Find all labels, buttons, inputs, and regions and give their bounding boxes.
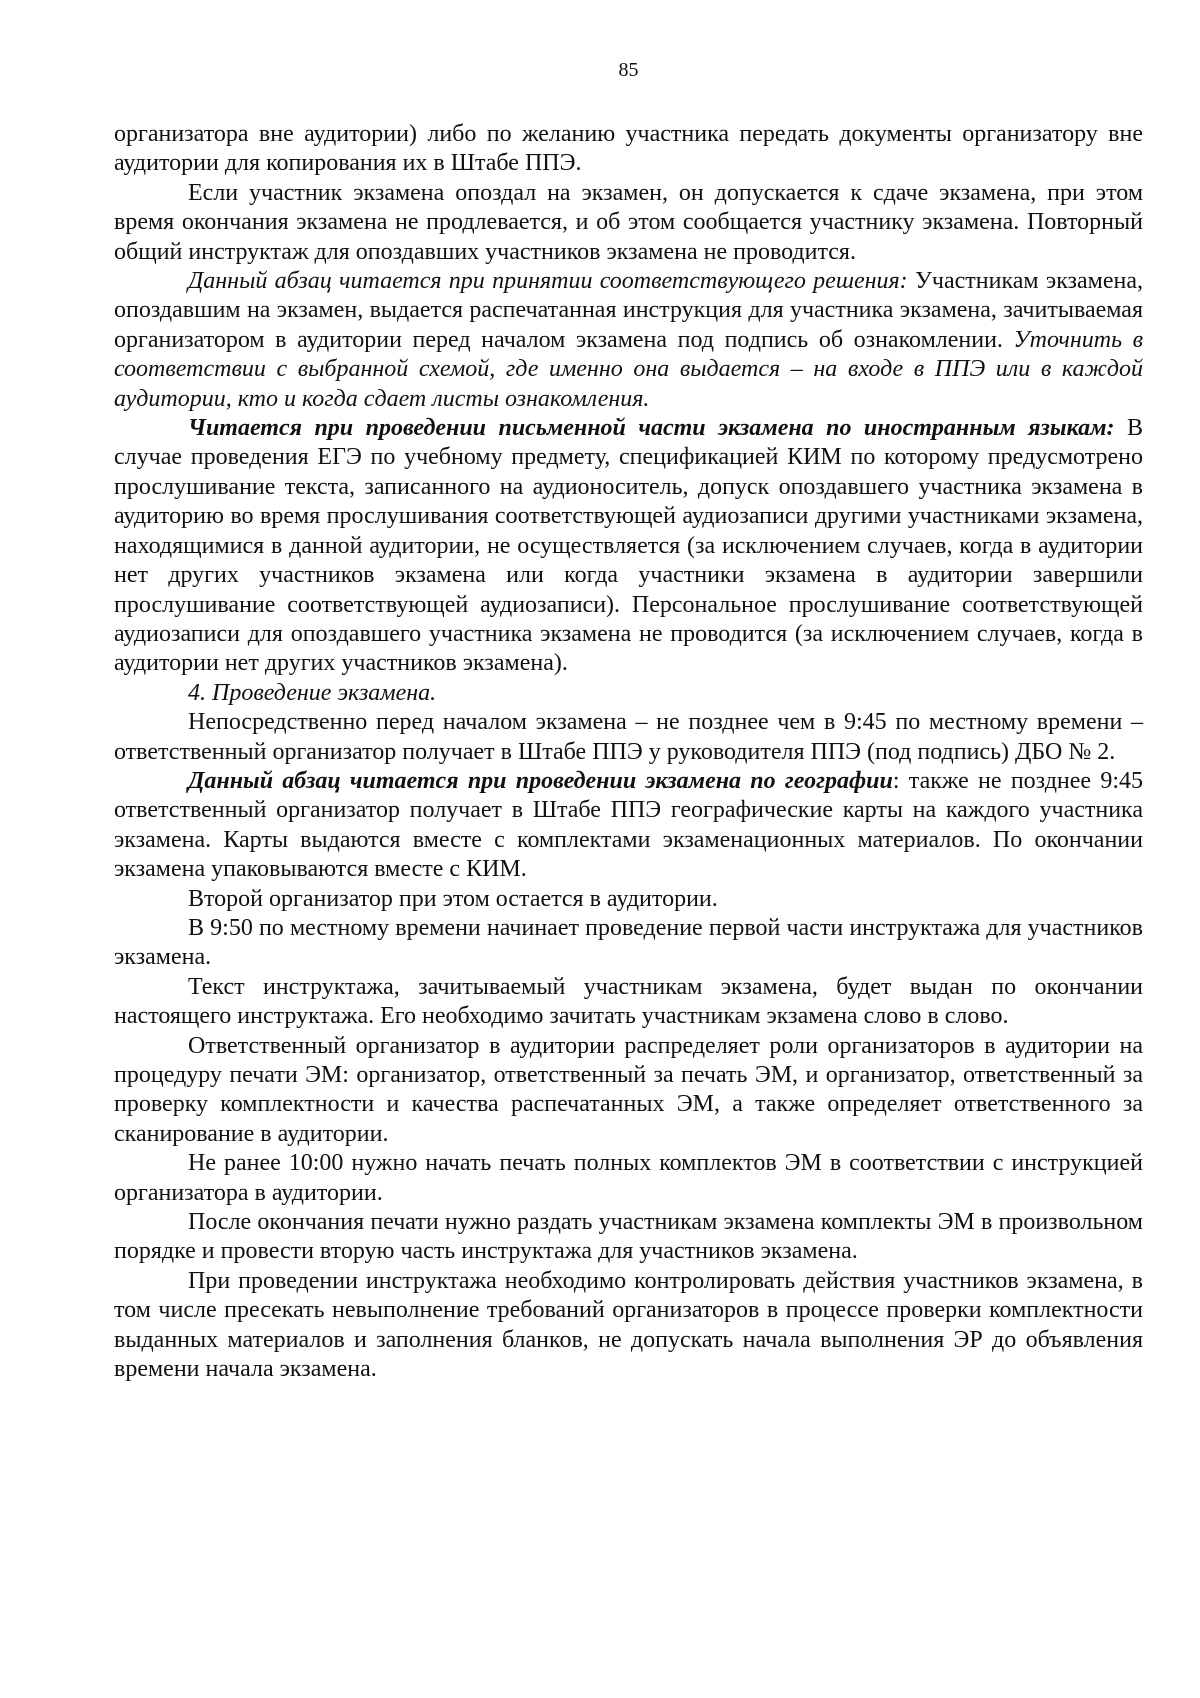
paragraph-text: Текст инструктажа, зачитываемый участникам экзамена, будет выдан по окончании настоящего инструктажа. Его необходимо зачитать участникам экзамена слово в слово. bbox=[114, 973, 1143, 1030]
paragraph-control bbox=[114, 1267, 1143, 1385]
paragraph-late-arrival bbox=[114, 179, 1143, 267]
bold-italic-note: Читается при проведении письменной части экзамена по иностранным языкам: bbox=[188, 415, 1115, 442]
paragraph-text: Ответственный организатор в аудитории распределяет роли организаторов в аудитории на процедуру печати ЭМ: организатор, ответственный за печать ЭМ, и организатор, ответственный за проверку комплектности и качества распечатанных ЭМ, а также определяет ответственного за сканирование в аудитории. bbox=[114, 1032, 1143, 1147]
section-heading bbox=[114, 679, 1143, 708]
paragraph-text: Непосредственно перед началом экзамена – не позднее чем в 9:45 по местному времени – ответственный организатор получает в Штабе ППЭ у руководителя ППЭ (под подпись) ДБО № 2. bbox=[114, 709, 1143, 765]
paragraph-roles bbox=[114, 1032, 1143, 1150]
paragraph-distribution bbox=[114, 1208, 1143, 1267]
paragraph-text: Если участник экзамена опоздал на экзамен, он допускается к сдаче экзамена, при этом время окончания экзамена не продлевается, и об этом сообщается участнику экзамена. Повторный общий инструктаж для опоздавших участников экзамена не проводится. bbox=[114, 179, 1143, 265]
paragraph-text: Второй организатор при этом остается в аудитории. bbox=[188, 885, 718, 912]
paragraph-printing bbox=[114, 1149, 1143, 1208]
paragraph-late-instruction bbox=[114, 267, 1143, 414]
paragraph-text: организатора вне аудитории) либо по желанию участника передать документы организатору вне аудитории для копирования их в Штабе ППЭ. bbox=[114, 121, 1143, 177]
paragraph-dbo bbox=[114, 708, 1143, 767]
paragraph-text: Участникам экзамена, опоздавшим на экзамен, выдается распечатанная инструкция для участника экзамена, зачитываемая организатором в аудитории перед началом экзамена под подпись об ознакомлении. bbox=[114, 268, 1143, 353]
paragraph-briefing-text bbox=[114, 973, 1143, 1032]
paragraph-continuation bbox=[114, 120, 1143, 179]
page-number: 85 bbox=[618, 59, 639, 81]
paragraph-text: После окончания печати нужно раздать участникам экзамена комплекты ЭМ в произвольном порядке и провести вторую часть инструктажа для участников экзамена. bbox=[114, 1209, 1143, 1265]
paragraph-foreign-languages bbox=[114, 414, 1143, 679]
paragraph-text: При проведении инструктажа необходимо контролировать действия участников экзамена, в том числе пресекать невыполнение требований организаторов в процессе проверки комплектности выданных материалов и заполнения бланков, не допускать начала выполнения ЭР до объявления времени начала экзамена. bbox=[114, 1267, 1143, 1383]
paragraph-text: : также не позднее 9:45 ответственный организатор получает в Штабе ППЭ географические карты на каждого участника экзамена. Карты выдаются вместе с комплектами экзаменационных материалов. По окончании экзамена упаковываются вместе с КИМ. bbox=[114, 767, 1143, 883]
bold-italic-note: Данный абзац читается при проведении экзамена по географии bbox=[188, 767, 893, 794]
paragraph-text: Не ранее 10:00 нужно начать печать полных комплектов ЭМ в соответствии с инструкцией организатора в аудитории. bbox=[114, 1150, 1143, 1206]
italic-note: Уточнить в соответствии с выбранной схемой, где именно она выдается – на входе в ППЭ или в каждой аудитории, кто и когда сдает листы ознакомления. bbox=[114, 326, 1143, 412]
paragraph-first-briefing bbox=[114, 914, 1143, 973]
paragraph-second-organizer bbox=[114, 885, 1143, 914]
paragraph-geography bbox=[114, 767, 1143, 885]
italic-note: Данный абзац читается при принятии соответствующего решения: bbox=[188, 268, 908, 295]
section-heading-text: 4. Проведение экзамена. bbox=[188, 679, 437, 706]
paragraph-text: В случае проведения ЕГЭ по учебному предмету, спецификацией КИМ по которому предусмотрено прослушивание текста, записанного на аудионоситель, допуск опоздавшего участника экзамена в аудиторию во время прослушивания соответствующей аудиозаписи другими участниками экзамена, находящимися в данной аудитории, не осуществляется (за исключением случаев, когда в аудитории нет других участников экзамена или когда участники экзамена в аудитории завершили прослушивание соответствующей аудиозаписи). Персональное прослушивание соответствующей аудиозаписи для опоздавшего участника экзамена не проводится (за исключением случаев, когда в аудитории нет других участников экзамена). bbox=[114, 415, 1143, 677]
paragraph-text: В 9:50 по местному времени начинает проведение первой части инструктажа для участников экзамена. bbox=[114, 914, 1143, 971]
